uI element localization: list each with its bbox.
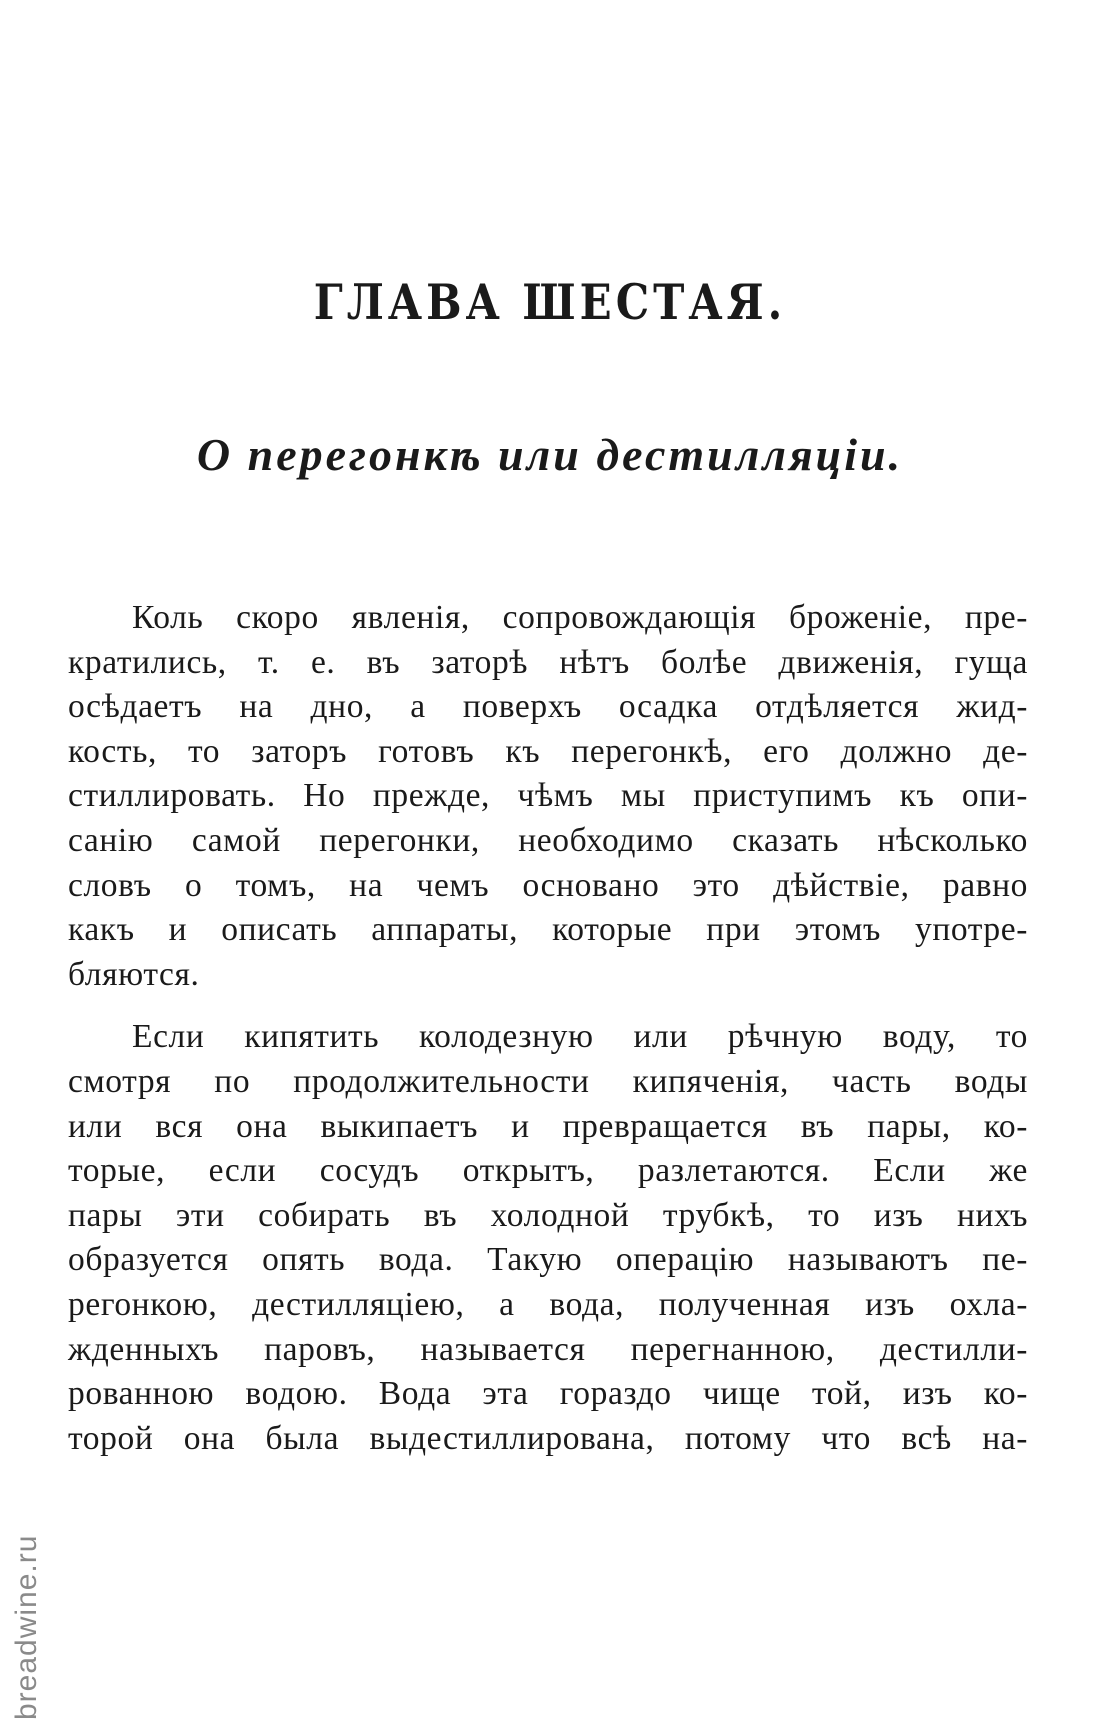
text-line: или вся она выкипаетъ и превращается въ пары, ко- xyxy=(68,1107,1028,1145)
text-line: торой она была выдестиллирована, потому что всѣ на- xyxy=(68,1419,1028,1457)
text-line: пары эти собирать въ холодной трубкѣ, то изъ нихъ xyxy=(68,1196,1028,1234)
text-line: стиллировать. Но прежде, чѣмъ мы приступимъ къ опи- xyxy=(68,777,1028,815)
text-line: Коль скоро явленія, сопровождающія броженіе, пре- xyxy=(132,599,1028,636)
text-line: Если кипятить колодезную или рѣчную воду, то xyxy=(132,1018,1028,1056)
text-line: рованною водою. Вода эта гораздо чище той, изъ ко- xyxy=(68,1375,1028,1413)
text-line: торые, если сосудъ открытъ, разлетаются. Если же xyxy=(68,1152,1028,1190)
text-line: жденныхъ паровъ, называется перегнанною, дестилли- xyxy=(68,1330,1028,1368)
text-line: смотря по продолжительности кипяченія, часть воды xyxy=(68,1062,1028,1100)
text-line: какъ и описать аппараты, которые при этомъ употре- xyxy=(68,911,1028,949)
text-line: регонкою, дестилляціею, а вода, полученная изъ охла- xyxy=(68,1285,1028,1323)
text-line: бляются. xyxy=(68,955,200,993)
text-line: осѣдаетъ на дно, а поверхъ осадка отдѣляется жид- xyxy=(68,688,1028,726)
text-line: кость, то заторъ готовъ къ перегонкѣ, его должно де- xyxy=(68,732,1028,770)
text-line: кратились, т. е. въ заторѣ нѣтъ болѣе движенія, гуща xyxy=(68,643,1028,681)
text-line: образуется опять вода. Такую операцію называютъ пе- xyxy=(68,1241,1028,1279)
site-watermark: breadwine.ru xyxy=(10,1534,43,1720)
section-title: О перегонкѣ или дестилляціи. xyxy=(196,429,904,480)
body-text xyxy=(68,596,1028,1461)
text-line: словъ о томъ, на чемъ основано это дѣйствіе, равно xyxy=(68,866,1028,904)
chapter-heading: ГЛАВА ШЕСТАЯ. xyxy=(313,274,787,331)
text-line: санію самой перегонки, необходимо сказать нѣсколько xyxy=(68,821,1028,859)
paragraph-gap xyxy=(68,997,1028,1015)
